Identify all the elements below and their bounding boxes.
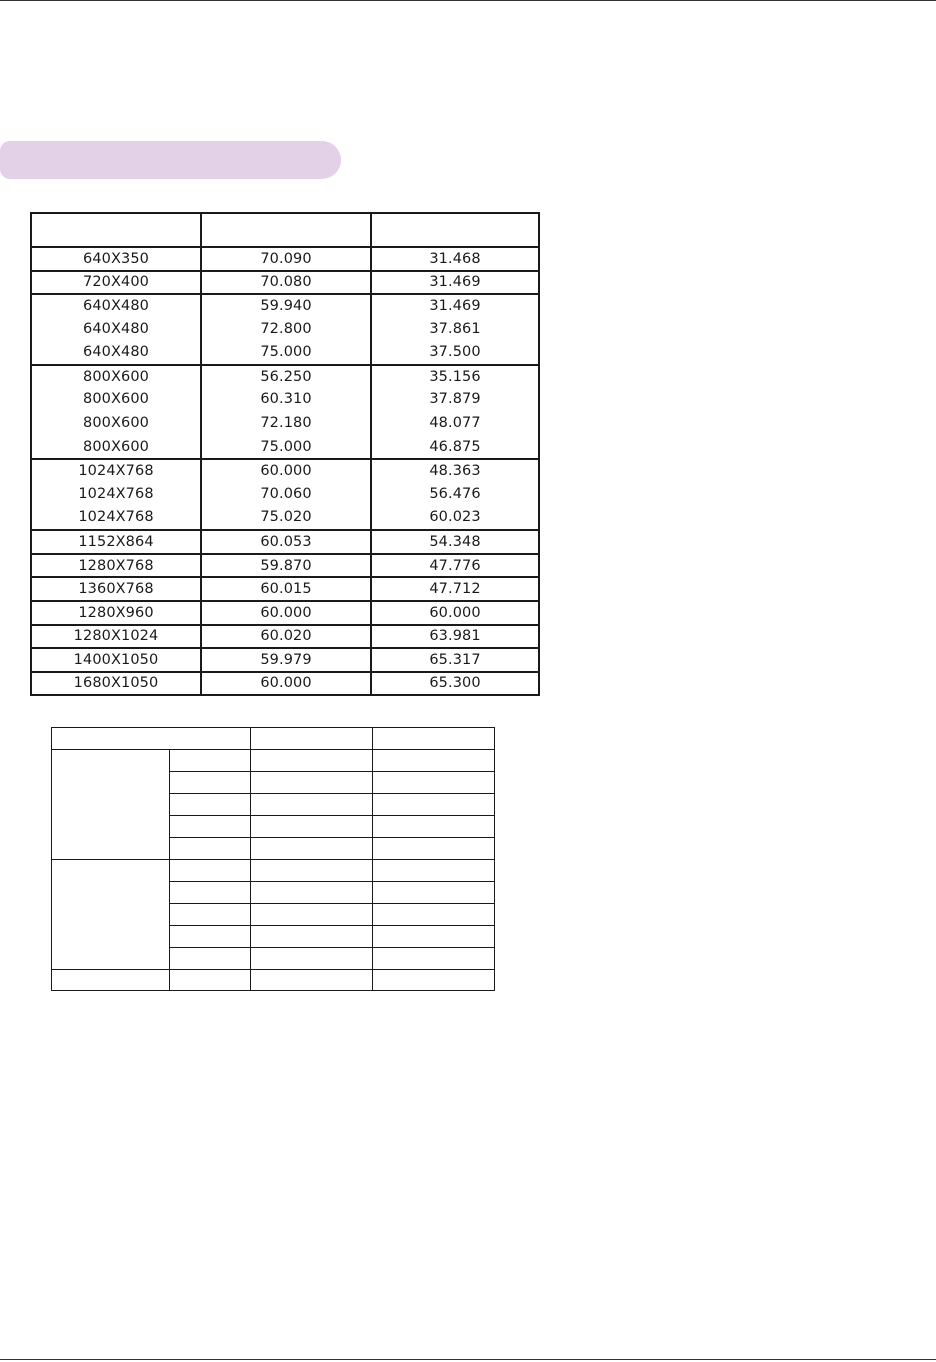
resolution-cell: 1152X864 [32,531,202,553]
horizontal-frequency-cell: 47.776 [429,557,481,574]
resolution-cell: 800X600 [32,435,202,459]
horizontal-frequency-cell: 48.363 [429,463,481,480]
horizontal-frequency-cell: 47.712 [429,581,481,598]
vertical-frequency-cell: 60.310 [202,388,372,412]
timing-table-body [32,246,538,694]
table-row [32,317,538,341]
vertical-frequency-cell: 72.180 [202,411,372,435]
vertical-frequency-cell: 60.053 [202,531,372,553]
vertical-frequency-cell: 60.000 [202,673,372,695]
resolution-cell: 1360X768 [32,578,202,600]
grid-line [51,969,495,970]
horizontal-frequency-cell: 65.317 [429,651,481,668]
table-row [32,293,538,317]
resolution-cell: 800X600 [32,366,202,388]
horizontal-frequency-cell: 37.879 [429,391,481,408]
table-row [32,435,538,459]
table-row [32,576,538,600]
table-row [32,671,538,695]
table-row [32,647,538,671]
timing-table-header [32,214,538,246]
vertical-frequency-cell: 75.000 [202,435,372,459]
vertical-frequency-cell: 75.000 [202,340,372,364]
horizontal-frequency-cell: 46.875 [429,438,481,455]
vertical-frequency-cell: 59.940 [202,295,372,317]
vertical-frequency-cell: 60.000 [202,460,372,482]
table-row [32,553,538,577]
table-row [32,411,538,435]
top-rule [0,0,936,1]
horizontal-frequency-cell: 63.981 [429,628,481,645]
resolution-cell: 1280X768 [32,555,202,577]
resolution-cell: 800X600 [32,411,202,435]
resolution-cell: 1280X960 [32,602,202,624]
vertical-frequency-cell: 56.250 [202,366,372,388]
resolution-cell: 640X480 [32,340,202,364]
table-row [32,624,538,648]
table-row [32,388,538,412]
vertical-frequency-cell: 72.800 [202,317,372,341]
resolution-cell: 640X350 [32,248,202,270]
header-resolution [32,214,202,246]
timing-table [30,212,540,696]
table-row [32,246,538,270]
resolution-cell: 720X400 [32,272,202,294]
table-row [32,340,538,364]
resolution-cell: 1280X1024 [32,626,202,648]
grid-line [169,771,495,772]
vertical-frequency-cell: 59.870 [202,555,372,577]
vertical-frequency-cell: 75.020 [202,506,372,530]
bottom-rule [0,1359,936,1360]
grid-line [169,881,495,882]
vertical-frequency-cell: 60.015 [202,578,372,600]
grid-line [169,925,495,926]
grid-line [169,793,495,794]
grid-line [169,903,495,904]
horizontal-frequency-cell: 37.500 [429,344,481,361]
table-row [32,270,538,294]
horizontal-frequency-cell: 60.023 [429,509,481,526]
grid-line [51,859,495,860]
grid-line [169,947,495,948]
horizontal-frequency-cell: 31.469 [429,274,481,291]
resolution-cell: 1400X1050 [32,649,202,671]
horizontal-frequency-cell: 60.000 [429,604,481,621]
grid-line [169,749,170,991]
table-row [32,600,538,624]
horizontal-frequency-cell: 65.300 [429,675,481,692]
resolution-cell: 1024X768 [32,460,202,482]
table-row [32,506,538,530]
vertical-frequency-cell: 70.090 [202,248,372,270]
resolution-cell: 640X480 [32,295,202,317]
vertical-frequency-cell: 59.979 [202,649,372,671]
grid-line [169,815,495,816]
grid-line [51,749,495,750]
table-row [32,458,538,482]
horizontal-frequency-cell: 48.077 [429,414,481,431]
resolution-cell: 1680X1050 [32,673,202,695]
vertical-frequency-cell: 60.020 [202,626,372,648]
horizontal-frequency-cell: 56.476 [429,485,481,502]
horizontal-frequency-cell: 54.348 [429,533,481,550]
vertical-frequency-cell: 60.000 [202,602,372,624]
header-horizontal-frequency [372,214,538,246]
signal-mode-table [51,727,495,991]
section-heading-bar [0,141,341,179]
horizontal-frequency-cell: 31.468 [429,250,481,267]
resolution-cell: 1024X768 [32,506,202,530]
grid-line [51,990,495,991]
table-row [32,364,538,388]
resolution-cell: 1024X768 [32,482,202,506]
resolution-cell: 640X480 [32,317,202,341]
header-vertical-frequency [202,214,372,246]
table-row [32,482,538,506]
vertical-frequency-cell: 70.080 [202,272,372,294]
table-row [32,529,538,553]
horizontal-frequency-cell: 31.469 [429,297,481,314]
resolution-cell: 800X600 [32,388,202,412]
grid-line [169,837,495,838]
horizontal-frequency-cell: 35.156 [429,368,481,385]
grid-line [51,727,495,728]
horizontal-frequency-cell: 37.861 [429,320,481,337]
vertical-frequency-cell: 70.060 [202,482,372,506]
